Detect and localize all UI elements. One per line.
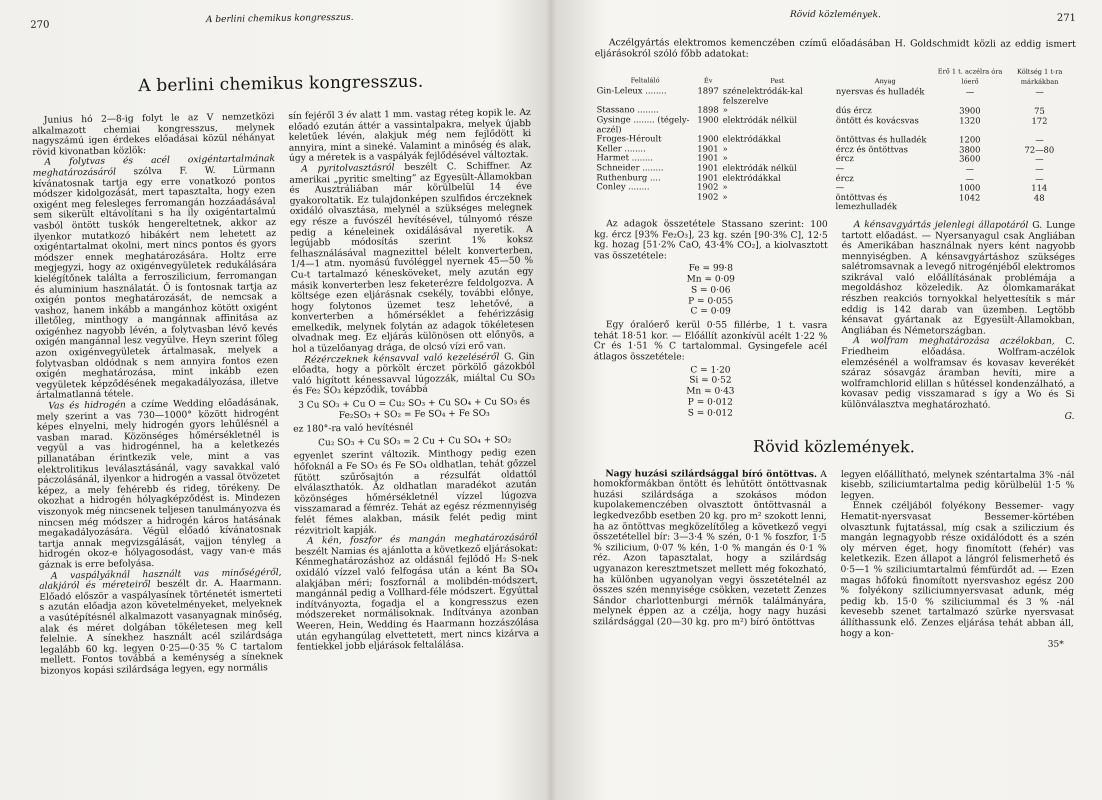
table-body [594,86,1075,212]
paragraph [32,154,278,401]
table-cell: nyersvas és hulladék [835,86,925,97]
table-cell: ércz [835,153,854,164]
paragraph-text: beszélt dr. A. Haarmann. Előadó először a vaspályasínek történetét ismerteti s azután előadja azon követelményeket, melyeknek a vasútépítésnél alkalmazott vasanyagnak minőség, alak és méret dolgában tökéletesen meg kell felelnie. A sínekhez használt acél szilárdsága legalább 60 kg. legyen 0·25—0·35 % C tartalom mellett. Fontos továbbá a keménység a síneknek bizonyos kopási szilárdsága legyen, egy normális [39,578,283,677]
paragraph-lead: A wolfram meghatározása aczélokban, [853,336,1055,348]
paragraph [594,320,828,363]
paragraph-text: egyenlet szerint változik. Minthogy pedig ezen hőfoknál a Fe SO₃ és Fe SO₄ oldhatlan, tehát gőzzel fűtött szűrősajtón a rézsulfát oldattól elválaszthatók. Az oldhatlan maradékot azután közönséges hőmérsékletnél vízzel lúgozva visszamarad a fémréz. Tehát az egész rézmennyiség felét fémes alakban, másik felét pedig mint rézvitriolt kapják. [293,448,538,537]
analysis-block [594,365,828,420]
paragraph-text: Junius hó 2—8-ig folyt le az V nemzetközi alkalmazott chemiai kongresszus, melynek nagyszámú igen érdekes előadásai közül néhányat rövid kivonatban közlök: [31,112,275,158]
paragraph [294,448,538,537]
left-columns [32,108,540,677]
left-running-title: A berlini chemikus kongresszus. [205,12,354,26]
table-cell: Conley ........ [596,181,650,192]
table-cell: 1900 [697,114,719,125]
table-cell: Froges-Héroult [596,133,662,144]
paragraph-text: a czíme Wedding előadásának, mely szerint a vas 730—1000° között hidrogént képes elnyelni, mely hidrogén gyors lehűlésnél a vasban marad. Közönséges hőmérsékletnél is vegyül a vas hidrogénnel, ha a keletkezés pillanatában érintkezik vele, mint a vas elektrolitikus leválasztásánál, vagy savakkal való páczolásánál, ilyenkor a hidrogén a vassal ötvözetet képez, a mely fehérebb és rideg, törékeny. De okozhat a hidrogén hólyagképződést is. Mindezen viszonyok még nincsenek teljesen tanulmányozva és nincsen még módszer a hidrogén káros hatásának megakadályozására. Végül előadó kívánatosnak tartja annak megvizsgálását, vajjon tényleg a hidrogén okoz-e hólyagosodást, vagy van-e más gáznak is erre befolyása. [36,398,282,571]
analysis-line: Mn = 0·43 [686,386,735,397]
table-cell: ércz és öntöttvas [835,143,908,155]
table-cell: 1901 [697,162,719,173]
table-row [594,192,1075,213]
table-cell: 1898 [697,104,719,115]
paragraph-lead: A folytvas és acél oxigéntartalmának meghatározásáról [32,154,276,179]
author-signature: G. [1064,411,1075,422]
table-cell: Keller ........ [596,142,646,154]
paragraph-text: G. Lunge tartott előadást. — Nyersanyagul csak Angliában és Amerikában használnak nyers ként nagyobb mennyiségben. A kénsavgyártáshoz szükséges salétromsavnak a levegő nitrogénjéből elektromos szikrával való előállításának problémája a megoldáshoz közeledik. Az ólomkamarákat részben reakciós tornyokkal helyettesítik s már eddig is 142 darab van üzemben. Legtöbb kénsavat gyártanak az Egyesült-Államokban, Angliában és Németországban. [841,220,1076,337]
article-title: A berlini chemikus kongresszus. [138,71,424,97]
table-cell: — [1035,173,1044,184]
table-cell: elektródákkal [722,133,781,144]
table-cell: elektródákkal [722,172,781,183]
table-cell: 3900 [959,105,981,116]
table-cell [594,192,695,212]
paragraph [32,112,275,158]
paragraph-text: Ennek czéljából folyékony Bessemer- vagy Hematit-nyersvasat Bessemer-körtében olvasztunk fujtatással, míg csak a sziliczium és mangán legnagyobb része oxidálódott és a szén oly mérven éget, hogy finomított (fehér) vas keletkezik. Ezen állapot a lángról felismerhető és 0·5—1 % sziliciumtartalmú fémfürdőt ad. — Ezen magas hőfokú finomított nyersvashoz egész 200 % folyékony sziliciumnyersvasat adunk, még pedig kb. 15·0 % sziliciummal és 3 % -nál kevesebb szenet tartalmazó szürke nyersvasat állíthassunk elő. Zenzes eljárása tehát abban áll, hogy a kon- [840,501,1075,639]
analysis-line: C = 1·20 [690,365,731,376]
paragraph-lead: Vas és hidrogén [48,400,126,412]
table-cell: 1320 [959,115,981,126]
right-page-number: 271 [1056,12,1076,24]
table-cell: 1000 [958,182,981,193]
paragraph-text: szólva F. W. Lürmann kívánatosnak tartja egy erre vonatkozó pontos módszer kidolgozását, mert tapasztalta, hogy ezen oxigént meg felesleges ferromangán hozzáadásával sem sikerült eltávolítani s ha ily oxigéntartalmú vasból öntött tuskók hengereltetnek, akkor az ilyenkor mutatkozó hibákért nem lehetett az oxigéntartalmat okolni, mert nincs pontos és gyors módszer ennek meghatározására. Holtz erre megjegyzi, hogy az oxigénvegyületek redukálására kielégítőnek találta a ferroszilicium, ferromangan és aluminium használatát. Ő is fontosnak tartja az oxigén pontos meghatározását, de nemcsak a vashoz, hanem inkább a mangánhoz kötött oxigént illetőleg, minthogy a mangánnak affinitása az oxigénhez nagyobb lévén, a folytvasban lévő kevés oxigén mangánnal lesz vegyülve. Heyn szerint főleg azon oxigénvegyületek ártalmasak, melyek a folytvasban oldódnak s nem annyira fontos ezen oxigén meghatározása, mint inkább ezen vegyületek képződésének megakadályozása, illetve ártalmatlanná tétele. [32,164,279,402]
paragraph [39,568,283,678]
paragraph [841,336,1075,411]
paragraph [594,219,828,262]
table-cell: Gin-Leleux ........ [596,85,667,96]
table-cell: » [722,181,728,192]
paragraph [841,220,1075,337]
right-running-head [595,9,1076,31]
table-cell: — [1035,163,1044,174]
paragraph-lead: A kén, foszfor és mangán meghatározásáról [306,533,538,547]
table-cell: 48 [1033,192,1045,203]
right-running-title: Rövid közlemények. [789,9,881,21]
table-row [595,86,1076,107]
analysis-line: S = 0·012 [687,408,733,419]
signature-mark: 35* [1047,639,1064,650]
paragraph-lead: Nagy huzási szilárdsággal bíró öntöttvas. [605,467,818,480]
right-columns [594,219,1076,423]
left-column-1 [32,112,283,677]
table-cell: — [835,182,844,193]
electric-furnace-intro: Aczélgyártás elektromos kemenczében czímű előadásában H. Goldschmidt közli az eddig ismert eljárásokról szóló főbb adatokat: [594,37,1076,60]
left-page-number: 270 [30,19,50,31]
table-cell: — [1035,154,1044,165]
column-header: Feltaláló [630,75,660,85]
table-cell: » [722,191,728,202]
analysis-line: Mn = 0·09 [686,274,735,285]
paragraph-text: A homokformákban öntött és lehűtött öntöttvasnak huzási szilárdsága a szokásos módon kupolakemenczében olvasztott öntöttvasnál a legkedvezőbb esetben 20 kg. pro m² szokott lenni, ha az öntöttvas megközelítőleg a következő vegyi összetétellel bír: 3—3·4 % szén, 0·1 % foszfor, 1·5 % szilicium, 0·07 % kén, 1·0 % mangán és 0·1 % réz. Azon tapasztalat, hogy a szilárdság ugyanazon keresztmetszet mellett még fokozható, ha különben ugyanolyan vegyi összetételnél az összes szén mennyisége csökken, vezetett Zenzes Sándor charlottenburgi mérnök találmányára, melynek éppen az a czélja, hogy nagy huzási szilárdsággal (20—30 kg. pro m²) bíró öntöttvas [592,469,827,628]
table-cell: — [965,163,974,174]
table-cell: 1200 [959,134,981,145]
table-cell: öntött és kovácsvas [835,115,919,126]
table-cell: dús ércz [835,105,872,116]
paragraph-text: sín fejéről 3 év alatt 1 mm. vastag réteg kopik le. Az előadó ezután áttér a vassintalpakra, melyek újabb keletűek lévén, alakjuk még nem fejlődött ki annyira, mint a sineké. Valamint a minőség és alak, úgy a méretek is a vaspályák fejlődésével változtak. [288,108,532,165]
section-columns [593,469,1075,640]
table-cell: Stassano ........ [596,104,659,115]
paragraph-text: G. Gin előadta, hogy a pörkölt érczet pörkölő gázokból való higított kénessavval lúgozzák, miáltal Cu SO₃ és Fe₂ SO₃ képződik, továbbá [292,351,536,398]
table-cell: 1902 [697,191,719,202]
left-running-head [30,10,529,38]
table-row [595,115,1076,136]
table-cell: Ruthenburg .... [596,171,661,182]
table-cell: ércz [835,172,854,183]
table-cell: 1897 [697,85,719,96]
paragraph-text: ez 180°-ra való hevítésnél [293,423,414,435]
table-cell: 75 [1034,106,1045,117]
paragraph-text: legyen előállítható, melynek széntartalma 3% -nál kisebb, sziliciumtartalma pedig körülbelül 1·5 % legyen. [840,469,1075,501]
table-header-row [595,65,1076,88]
paragraph [289,161,534,355]
table-cell: elektródák nélkül [722,114,798,125]
table-cell: Schneider ........ [596,162,664,173]
paragraph [288,108,531,165]
section-column-2 [840,470,1074,640]
table-cell: — [965,86,975,97]
table-cell: — [1035,86,1044,97]
paragraph [593,469,827,629]
analysis-line: Si = 0·52 [689,375,732,387]
table-cell: 1902 [697,181,719,192]
formula: Cu₂ SO₃ + Cu SO₃ = 2 Cu + Cu SO₄ + SO₂ [318,435,512,449]
paragraph [36,398,281,571]
table-cell: — [965,173,974,184]
paragraph [293,421,536,435]
table-cell: — [1035,134,1044,145]
paragraph-text: Egy óralóerő kerül 0·55 fillérbe, 1 t. vasra tehát 18·51 kor. — Előállít azonkívül acélt 1·22 % Cr és 1·51 % C tartalommal. Gysingefele acél átlagos összetétele: [593,320,828,363]
table-cell: 1042 [958,192,981,203]
paragraph-lead: A pyritolvasztásról [301,163,395,175]
right-column-1 [594,219,828,423]
analysis-line: C = 0·09 [690,306,731,318]
analysis-line: S = 0·06 [690,285,731,296]
analysis-block [594,263,828,318]
table-cell: » [722,152,728,163]
table-cell: 1900 [697,133,719,144]
table-cell: 3600 [959,153,981,164]
section-title: Rövid közlemények. [753,436,915,456]
paragraph-text: Az adagok összetétele Stassano szerint: 100 kg. ércz [93% Fe₂O₃], 23 kg. szén [90·3% C], 12·5 kg. hozag [51·2% CaO, 43·4% CO₂], a kiolvasztott vas összetétele: [594,219,828,262]
right-page [548,0,1102,800]
paragraph-lead: A kénsavgyártás jelenlegi állapotáról [853,220,1029,231]
paragraph [295,533,539,653]
table-cell: 3800 [959,144,981,155]
paragraph [841,470,1075,503]
paragraph [292,352,535,398]
column-header: Költség 1 t-ra márkákban [1016,67,1063,86]
paragraph-text: C. Friedheim előadása. Wolfram-aczélok elemzésénél a wolframsav és kovasav keverékét száraz sósavgáz áramban hevíti, mire a wolframchlorid elillan s hűtéssel kondenzálható, a kovasav pedig visszamarad s így a Wo és Si különválasztva meghatározható. [841,337,1075,411]
table-cell: elektródák nélkül [722,162,797,173]
paragraph-text: beszélt C. Schiffner. Az amerikai „pyritic smelting” az Egyesült-Államokban és Ausztráliában már körülbelül 14 éve gyakoroltatik. Ez tulajdonképen szulfidos érczeknek oxidáló olvasztása, melynél a szükséges melegnek egy része a fuvószél hevítésével, túlnyomó része pedig a kéneleinek oxidálásával nyeretik. A legújabb módosítás szerint 1% koksz felhasználásával magnezittel bélelt konverterben, 1/4—1 atm. nyomású fuvóléggel nyernek 45—50 % Cu-t tartalmazó kénesköveket, mely azután egy másik konverterben lesz feketerézre feldolgozva. A költsége ezen eljárásnak csekély, további előnye, hogy folytonos üzemet tesz lehetővé, a konverterben a hőmérséklet a fehérizzásig emelkedik, melynek folytán az adagok tökéletesen olvadnak meg. Ez eljárás különösen ott előnyös, a hol a tüzelőanyag drága, de olcsó vízi erő van. [289,160,535,355]
right-column-2 [841,220,1075,424]
column-header: Pest [770,76,785,85]
table-cell: 114 [1031,182,1048,193]
paragraph-lead: Rézérczeknek kénsavval való kezeléséről [304,352,500,366]
paragraph-text: beszélt Namias és ajánlotta a következő eljárásokat: Kénmeghatározáshoz az oldásnál fejlődő H₂ S-nek oxidáló vízzel való felfogása után a ként Ba SO₄ alakjában méri; foszfornál a molibdén-módszert, mangánnál pedig a Vollhard-féle módszert. Egyúttal indítványozta, fogadja el a kongresszus ezen módszereket normálisoknak. Indítványa azonban Weeren, Hein, Wedding és Haarmann hozzászólása után egyhangúlag elvettetett, mert nincs kizárva a fentiekkel jobb eljárások feltalálása. [295,543,540,653]
table-cell: szénelektródák-kal felszerelve [722,85,803,106]
table-cell: 1901 [697,143,719,154]
table-cell: Harmet ........ [596,152,653,163]
table-cell: » [722,143,728,154]
table-cell: » [722,105,728,116]
column-header: Anyag [874,76,896,85]
column-header: Erő 1 t. aczélra óra lóerő [937,67,1003,86]
table-cell: 1901 [697,172,719,183]
formula: 3 Cu SO₃ + Cu O = Cu₂ SO₃ + Cu SO₄ + Cu SO₃ és Fe₂SO₃ + SO₂ = Fe SO₄ + Fe SO₃ [298,397,531,421]
analysis-line: P = 0·012 [687,397,733,408]
paragraph [840,501,1074,640]
table-cell: öntöttvas és lemezhulladék [835,191,898,212]
analysis-line: Fe = 99·8 [688,263,734,274]
analysis-line: P = 0·055 [688,296,734,307]
left-column-2 [288,108,539,673]
table-cell: 72—80 [1024,144,1055,155]
table-cell: öntöttvas és hulladék [835,134,927,145]
table-cell: Gysinge ........ (tégely-aczél) [596,114,690,134]
table-cell: 1901 [697,152,719,163]
section-column-1 [593,469,827,639]
table-cell: — [835,162,845,173]
process-table [594,65,1076,213]
column-header: Év [703,76,713,85]
table-cell: 172 [1031,115,1048,126]
paragraph-lead: A vaspályáknál használt vas minőségéről, alakjáról és méreteiről [39,567,282,592]
